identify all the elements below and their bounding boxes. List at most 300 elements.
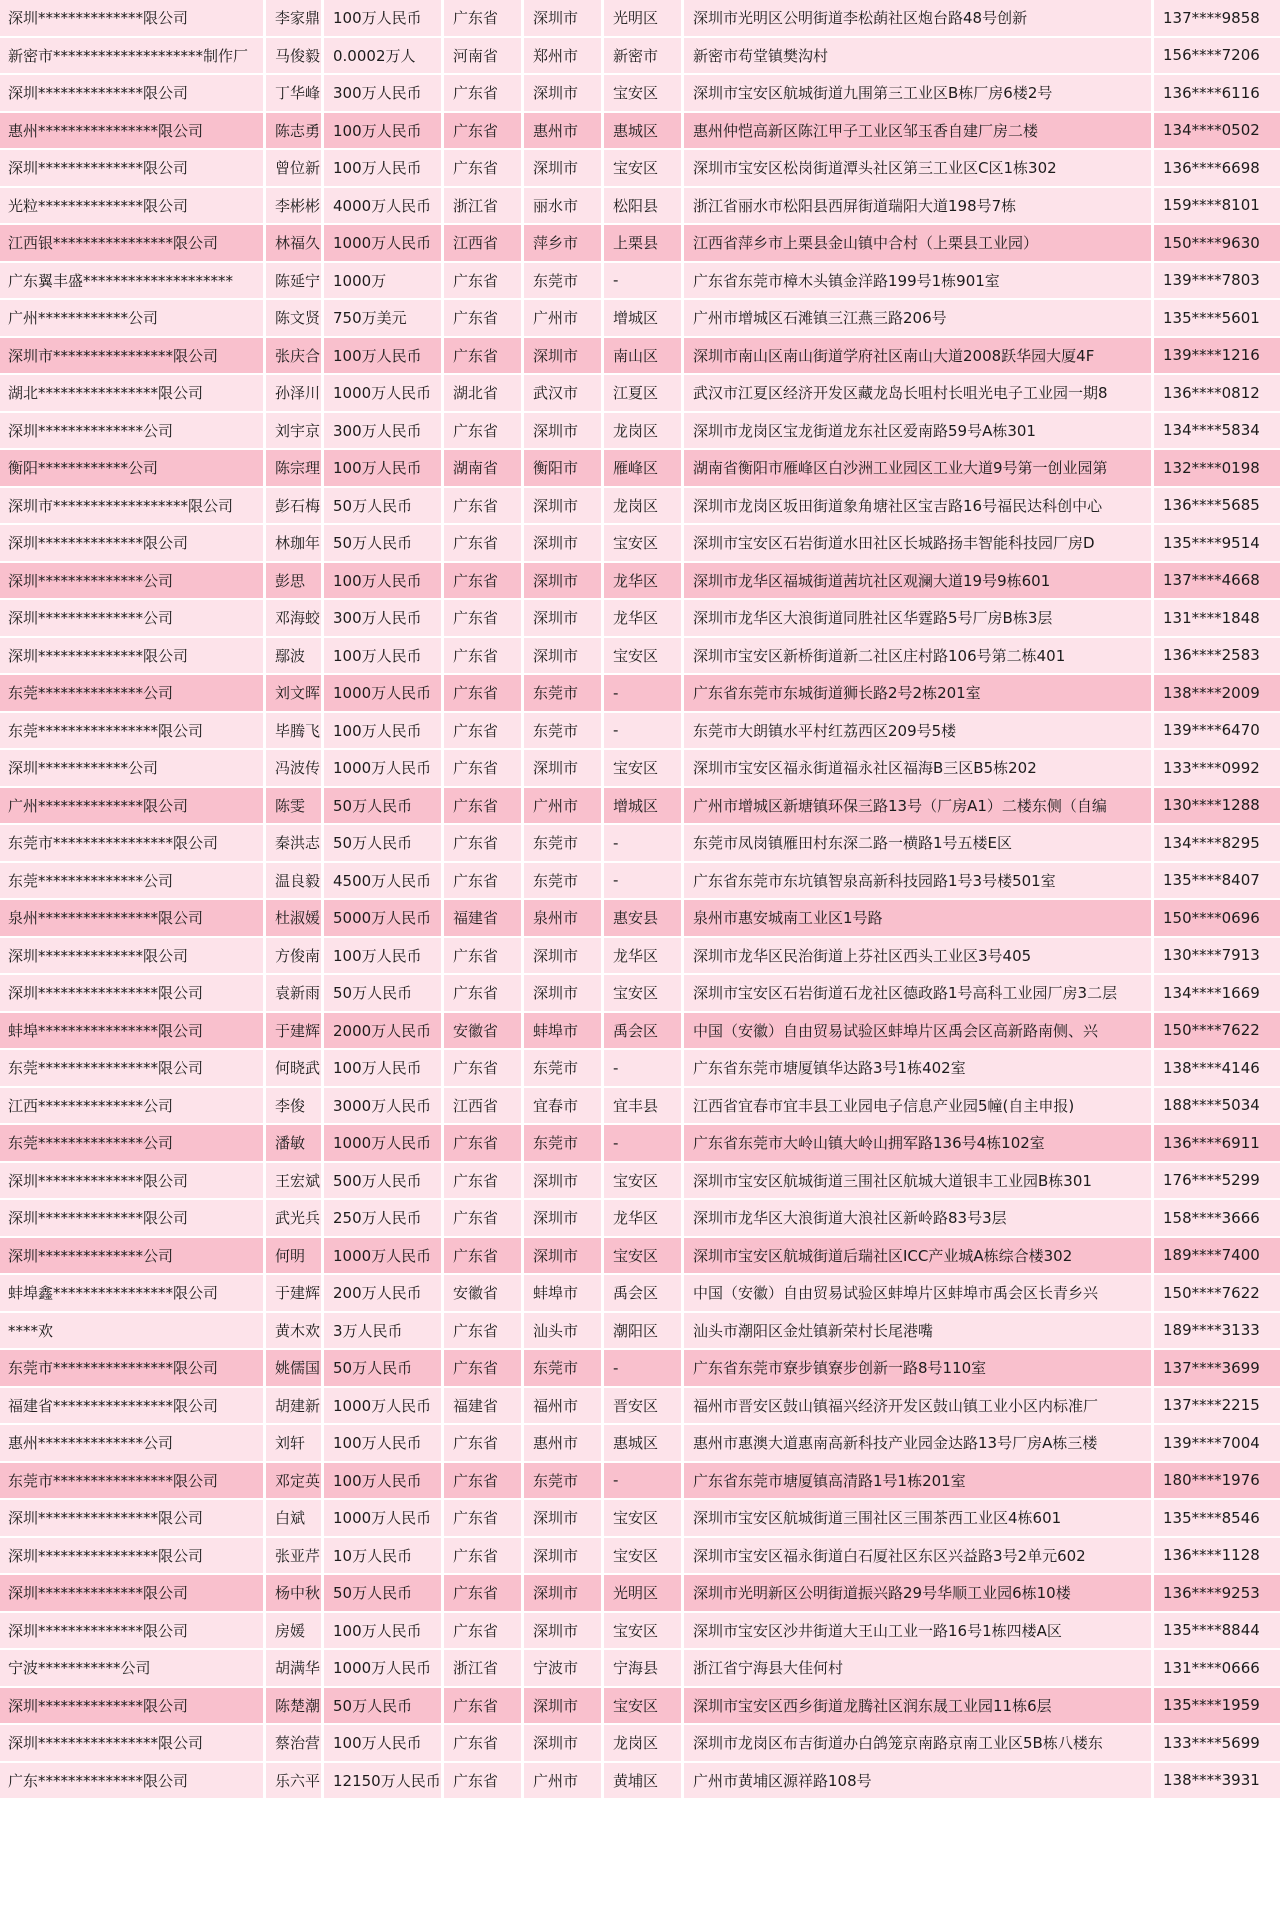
city-cell: 东莞市 <box>524 1125 604 1163</box>
province-cell: 广东省 <box>444 1313 524 1351</box>
address-cell: 广东省东莞市寮步镇寮步创新一路8号110室 <box>684 1350 1154 1388</box>
phone-cell: 159****8101 <box>1154 188 1280 226</box>
phone-cell: 134****0502 <box>1154 113 1280 151</box>
district-cell: 光明区 <box>604 1575 684 1613</box>
phone-cell: 158****3666 <box>1154 1200 1280 1238</box>
city-cell: 深圳市 <box>524 150 604 188</box>
table-row <box>0 1238 1280 1276</box>
company-name-cell: 惠州****************限公司 <box>0 113 266 151</box>
legal-representative-cell: 林珈年 <box>266 525 324 563</box>
district-cell: 龙岗区 <box>604 488 684 526</box>
district-cell: 南山区 <box>604 338 684 376</box>
address-cell: 广东省东莞市塘厦镇华达路3号1栋402室 <box>684 1050 1154 1088</box>
company-name-cell: 广东翼丰盛******************** <box>0 263 266 301</box>
company-name-cell: 深圳**************限公司 <box>0 1575 266 1613</box>
table-row <box>0 263 1280 301</box>
city-cell: 武汉市 <box>524 375 604 413</box>
address-cell: 深圳市宝安区航城街道三围社区航城大道银丰工业园B栋301 <box>684 1163 1154 1201</box>
phone-cell: 132****0198 <box>1154 450 1280 488</box>
legal-representative-cell: 房媛 <box>266 1613 324 1651</box>
legal-representative-cell: 于建辉 <box>266 1275 324 1313</box>
registered-capital-cell: 3000万人民币 <box>324 1088 444 1126</box>
legal-representative-cell: 何晓武 <box>266 1050 324 1088</box>
district-cell: 宝安区 <box>604 975 684 1013</box>
legal-representative-cell: 姚儒国 <box>266 1350 324 1388</box>
registered-capital-cell: 50万人民币 <box>324 975 444 1013</box>
province-cell: 广东省 <box>444 1163 524 1201</box>
company-name-cell: 广州************公司 <box>0 300 266 338</box>
address-cell: 深圳市宝安区福永街道福永社区福海B三区B5栋202 <box>684 750 1154 788</box>
phone-cell: 135****8844 <box>1154 1613 1280 1651</box>
city-cell: 深圳市 <box>524 1163 604 1201</box>
city-cell: 深圳市 <box>524 0 604 38</box>
table-row <box>0 563 1280 601</box>
province-cell: 广东省 <box>444 1763 524 1801</box>
registered-capital-cell: 1000万人民币 <box>324 1500 444 1538</box>
address-cell: 深圳市宝安区航城街道后瑞社区ICC产业城A栋综合楼302 <box>684 1238 1154 1276</box>
legal-representative-cell: 张庆合 <box>266 338 324 376</box>
company-name-cell: 深圳**************限公司 <box>0 75 266 113</box>
legal-representative-cell: 何明 <box>266 1238 324 1276</box>
table-row <box>0 0 1280 38</box>
city-cell: 深圳市 <box>524 638 604 676</box>
legal-representative-cell: 白斌 <box>266 1500 324 1538</box>
province-cell: 广东省 <box>444 338 524 376</box>
phone-cell: 150****0696 <box>1154 900 1280 938</box>
company-name-cell: 江西**************公司 <box>0 1088 266 1126</box>
table-row <box>0 1350 1280 1388</box>
table-row <box>0 675 1280 713</box>
district-cell: - <box>604 1050 684 1088</box>
company-name-cell: 宁波***********公司 <box>0 1650 266 1688</box>
province-cell: 广东省 <box>444 563 524 601</box>
phone-cell: 136****1128 <box>1154 1538 1280 1576</box>
registered-capital-cell: 100万人民币 <box>324 450 444 488</box>
city-cell: 深圳市 <box>524 563 604 601</box>
phone-cell: 137****4668 <box>1154 563 1280 601</box>
address-cell: 武汉市江夏区经济开发区藏龙岛长咀村长咀光电子工业园一期8 <box>684 375 1154 413</box>
address-cell: 广东省东莞市大岭山镇大岭山拥军路136号4栋102室 <box>684 1125 1154 1163</box>
phone-cell: 150****9630 <box>1154 225 1280 263</box>
registered-capital-cell: 750万美元 <box>324 300 444 338</box>
legal-representative-cell: 武光兵 <box>266 1200 324 1238</box>
address-cell: 广州市增城区新塘镇环保三路13号（厂房A1）二楼东侧（自编 <box>684 788 1154 826</box>
phone-cell: 189****3133 <box>1154 1313 1280 1351</box>
table-row <box>0 38 1280 76</box>
registered-capital-cell: 100万人民币 <box>324 713 444 751</box>
province-cell: 广东省 <box>444 750 524 788</box>
registered-capital-cell: 12150万人民币 <box>324 1763 444 1801</box>
city-cell: 蚌埠市 <box>524 1275 604 1313</box>
table-row <box>0 1050 1280 1088</box>
phone-cell: 130****1288 <box>1154 788 1280 826</box>
phone-cell: 189****7400 <box>1154 1238 1280 1276</box>
phone-cell: 139****7004 <box>1154 1425 1280 1463</box>
table-row <box>0 450 1280 488</box>
company-name-cell: 惠州**************公司 <box>0 1425 266 1463</box>
registered-capital-cell: 3万人民币 <box>324 1313 444 1351</box>
province-cell: 广东省 <box>444 1575 524 1613</box>
district-cell: 龙华区 <box>604 563 684 601</box>
registered-capital-cell: 100万人民币 <box>324 0 444 38</box>
registered-capital-cell: 50万人民币 <box>324 825 444 863</box>
registered-capital-cell: 100万人民币 <box>324 1613 444 1651</box>
address-cell: 深圳市龙华区福城街道茜坑社区观澜大道19号9栋601 <box>684 563 1154 601</box>
company-name-cell: 深圳**************限公司 <box>0 525 266 563</box>
district-cell: 雁峰区 <box>604 450 684 488</box>
registered-capital-cell: 1000万 <box>324 263 444 301</box>
company-name-cell: 深圳**************限公司 <box>0 638 266 676</box>
legal-representative-cell: 温良毅 <box>266 863 324 901</box>
legal-representative-cell: 陈志勇 <box>266 113 324 151</box>
table-row <box>0 525 1280 563</box>
province-cell: 广东省 <box>444 1500 524 1538</box>
province-cell: 广东省 <box>444 1538 524 1576</box>
address-cell: 深圳市宝安区新桥街道新二社区庄村路106号第二栋401 <box>684 638 1154 676</box>
company-name-cell: 广东**************限公司 <box>0 1763 266 1801</box>
legal-representative-cell: 毕腾飞 <box>266 713 324 751</box>
phone-cell: 136****6911 <box>1154 1125 1280 1163</box>
legal-representative-cell: 杜淑媛 <box>266 900 324 938</box>
phone-cell: 133****0992 <box>1154 750 1280 788</box>
registered-capital-cell: 4000万人民币 <box>324 188 444 226</box>
city-cell: 东莞市 <box>524 863 604 901</box>
table-row <box>0 1500 1280 1538</box>
table-row <box>0 300 1280 338</box>
phone-cell: 136****6698 <box>1154 150 1280 188</box>
city-cell: 福州市 <box>524 1388 604 1426</box>
address-cell: 深圳市龙岗区布吉街道办白鸽笼京南路京南工业区5B栋八楼东 <box>684 1725 1154 1763</box>
district-cell: 晋安区 <box>604 1388 684 1426</box>
registered-capital-cell: 1000万人民币 <box>324 675 444 713</box>
district-cell: - <box>604 675 684 713</box>
company-name-cell: 东莞市****************限公司 <box>0 1463 266 1501</box>
registered-capital-cell: 100万人民币 <box>324 1725 444 1763</box>
legal-representative-cell: 邓定英 <box>266 1463 324 1501</box>
district-cell: - <box>604 1350 684 1388</box>
phone-cell: 136****9253 <box>1154 1575 1280 1613</box>
table-row <box>0 150 1280 188</box>
table-row <box>0 1725 1280 1763</box>
company-name-cell: 福建省****************限公司 <box>0 1388 266 1426</box>
province-cell: 广东省 <box>444 300 524 338</box>
city-cell: 深圳市 <box>524 1538 604 1576</box>
registered-capital-cell: 2000万人民币 <box>324 1013 444 1051</box>
table-row <box>0 1275 1280 1313</box>
registered-capital-cell: 4500万人民币 <box>324 863 444 901</box>
table-row <box>0 1575 1280 1613</box>
address-cell: 汕头市潮阳区金灶镇新荣村长尾港嘴 <box>684 1313 1154 1351</box>
province-cell: 广东省 <box>444 1688 524 1726</box>
district-cell: - <box>604 863 684 901</box>
company-name-cell: 广州**************限公司 <box>0 788 266 826</box>
district-cell: - <box>604 713 684 751</box>
city-cell: 东莞市 <box>524 825 604 863</box>
city-cell: 东莞市 <box>524 263 604 301</box>
city-cell: 泉州市 <box>524 900 604 938</box>
table-row <box>0 1650 1280 1688</box>
registered-capital-cell: 1000万人民币 <box>324 375 444 413</box>
company-name-cell: ****欢 <box>0 1313 266 1351</box>
district-cell: 宝安区 <box>604 638 684 676</box>
address-cell: 深圳市龙华区大浪街道同胜社区华霆路5号厂房B栋3层 <box>684 600 1154 638</box>
province-cell: 广东省 <box>444 1463 524 1501</box>
province-cell: 广东省 <box>444 1725 524 1763</box>
company-name-cell: 深圳**************限公司 <box>0 150 266 188</box>
city-cell: 深圳市 <box>524 1238 604 1276</box>
city-cell: 丽水市 <box>524 188 604 226</box>
table-row <box>0 638 1280 676</box>
phone-cell: 138****2009 <box>1154 675 1280 713</box>
legal-representative-cell: 陈雯 <box>266 788 324 826</box>
address-cell: 深圳市宝安区石岩街道石龙社区德政路1号高科工业园厂房3二层 <box>684 975 1154 1013</box>
province-cell: 广东省 <box>444 525 524 563</box>
province-cell: 广东省 <box>444 75 524 113</box>
registered-capital-cell: 50万人民币 <box>324 488 444 526</box>
legal-representative-cell: 冯波传 <box>266 750 324 788</box>
table-row <box>0 1425 1280 1463</box>
province-cell: 广东省 <box>444 938 524 976</box>
province-cell: 广东省 <box>444 1125 524 1163</box>
company-name-cell: 深圳**************限公司 <box>0 1688 266 1726</box>
address-cell: 广东省东莞市塘厦镇高清路1号1栋201室 <box>684 1463 1154 1501</box>
legal-representative-cell: 胡满华 <box>266 1650 324 1688</box>
phone-cell: 150****7622 <box>1154 1275 1280 1313</box>
province-cell: 广东省 <box>444 825 524 863</box>
company-name-cell: 衡阳************公司 <box>0 450 266 488</box>
table-row <box>0 413 1280 451</box>
province-cell: 浙江省 <box>444 188 524 226</box>
province-cell: 广东省 <box>444 263 524 301</box>
city-cell: 汕头市 <box>524 1313 604 1351</box>
registered-capital-cell: 200万人民币 <box>324 1275 444 1313</box>
legal-representative-cell: 袁新雨 <box>266 975 324 1013</box>
city-cell: 惠州市 <box>524 113 604 151</box>
company-name-cell: 深圳市******************限公司 <box>0 488 266 526</box>
city-cell: 宜春市 <box>524 1088 604 1126</box>
district-cell: 宝安区 <box>604 1613 684 1651</box>
company-name-cell: 深圳**************公司 <box>0 563 266 601</box>
company-name-cell: 东莞市****************限公司 <box>0 1350 266 1388</box>
address-cell: 深圳市宝安区航城街道三围社区三围茶西工业区4栋601 <box>684 1500 1154 1538</box>
address-cell: 惠州市惠澳大道惠南高新科技产业园金达路13号厂房A栋三楼 <box>684 1425 1154 1463</box>
phone-cell: 150****7622 <box>1154 1013 1280 1051</box>
table-row <box>0 375 1280 413</box>
district-cell: 宝安区 <box>604 1238 684 1276</box>
table-row <box>0 1200 1280 1238</box>
address-cell: 深圳市光明区公明街道李松蓢社区炮台路48号创新 <box>684 0 1154 38</box>
company-name-cell: 湖北****************限公司 <box>0 375 266 413</box>
province-cell: 广东省 <box>444 788 524 826</box>
district-cell: 黄埔区 <box>604 1763 684 1801</box>
legal-representative-cell: 李俊 <box>266 1088 324 1126</box>
district-cell: 龙华区 <box>604 938 684 976</box>
table-row <box>0 1763 1280 1801</box>
table-row <box>0 975 1280 1013</box>
address-cell: 深圳市宝安区航城街道九围第三工业区B栋厂房6楼2号 <box>684 75 1154 113</box>
phone-cell: 138****4146 <box>1154 1050 1280 1088</box>
city-cell: 深圳市 <box>524 488 604 526</box>
company-name-cell: 泉州****************限公司 <box>0 900 266 938</box>
company-name-cell: 深圳****************限公司 <box>0 1725 266 1763</box>
district-cell: 宁海县 <box>604 1650 684 1688</box>
province-cell: 广东省 <box>444 1350 524 1388</box>
table-row <box>0 788 1280 826</box>
company-name-cell: 江西银****************限公司 <box>0 225 266 263</box>
province-cell: 广东省 <box>444 1238 524 1276</box>
city-cell: 深圳市 <box>524 600 604 638</box>
phone-cell: 135****1959 <box>1154 1688 1280 1726</box>
address-cell: 惠州仲恺高新区陈江甲子工业区邹玉香自建厂房二楼 <box>684 113 1154 151</box>
phone-cell: 134****1669 <box>1154 975 1280 1013</box>
address-cell: 深圳市宝安区沙井街道大王山工业一路16号1栋四楼A区 <box>684 1613 1154 1651</box>
phone-cell: 130****7913 <box>1154 938 1280 976</box>
registered-capital-cell: 1000万人民币 <box>324 1650 444 1688</box>
address-cell: 泉州市惠安城南工业区1号路 <box>684 900 1154 938</box>
table-row <box>0 600 1280 638</box>
table-row <box>0 1613 1280 1651</box>
address-cell: 深圳市宝安区松岗街道潭头社区第三工业区C区1栋302 <box>684 150 1154 188</box>
legal-representative-cell: 孙泽川 <box>266 375 324 413</box>
table-row <box>0 750 1280 788</box>
district-cell: 宝安区 <box>604 1688 684 1726</box>
company-name-cell: 深圳**************限公司 <box>0 0 266 38</box>
table-row <box>0 1013 1280 1051</box>
address-cell: 福州市晋安区鼓山镇福兴经济开发区鼓山镇工业小区内标准厂 <box>684 1388 1154 1426</box>
phone-cell: 180****1976 <box>1154 1463 1280 1501</box>
table-row <box>0 938 1280 976</box>
table-row <box>0 1313 1280 1351</box>
address-cell: 广东省东莞市樟木头镇金洋路199号1栋901室 <box>684 263 1154 301</box>
city-cell: 东莞市 <box>524 675 604 713</box>
table-row <box>0 713 1280 751</box>
province-cell: 广东省 <box>444 413 524 451</box>
phone-cell: 138****3931 <box>1154 1763 1280 1801</box>
company-name-cell: 深圳**************限公司 <box>0 1200 266 1238</box>
registered-capital-cell: 250万人民币 <box>324 1200 444 1238</box>
district-cell: 光明区 <box>604 0 684 38</box>
district-cell: 龙华区 <box>604 600 684 638</box>
legal-representative-cell: 刘轩 <box>266 1425 324 1463</box>
province-cell: 广东省 <box>444 638 524 676</box>
registered-capital-cell: 1000万人民币 <box>324 1388 444 1426</box>
company-name-cell: 东莞**************公司 <box>0 675 266 713</box>
table-row <box>0 1088 1280 1126</box>
province-cell: 广东省 <box>444 863 524 901</box>
registered-capital-cell: 50万人民币 <box>324 788 444 826</box>
company-name-cell: 蚌埠鑫****************限公司 <box>0 1275 266 1313</box>
city-cell: 东莞市 <box>524 1050 604 1088</box>
province-cell: 广东省 <box>444 1613 524 1651</box>
district-cell: 禹会区 <box>604 1275 684 1313</box>
address-cell: 湖南省衡阳市雁峰区白沙洲工业园区工业大道9号第一创业园第 <box>684 450 1154 488</box>
registered-capital-cell: 5000万人民币 <box>324 900 444 938</box>
registered-capital-cell: 100万人民币 <box>324 150 444 188</box>
province-cell: 广东省 <box>444 975 524 1013</box>
company-name-cell: 深圳****************限公司 <box>0 975 266 1013</box>
district-cell: 宝安区 <box>604 1500 684 1538</box>
city-cell: 深圳市 <box>524 338 604 376</box>
phone-cell: 135****8546 <box>1154 1500 1280 1538</box>
district-cell: 增城区 <box>604 300 684 338</box>
phone-cell: 134****8295 <box>1154 825 1280 863</box>
city-cell: 深圳市 <box>524 1500 604 1538</box>
phone-cell: 134****5834 <box>1154 413 1280 451</box>
legal-representative-cell: 王宏斌 <box>266 1163 324 1201</box>
address-cell: 深圳市宝安区福永街道白石厦社区东区兴益路3号2单元602 <box>684 1538 1154 1576</box>
phone-cell: 137****3699 <box>1154 1350 1280 1388</box>
company-name-cell: 深圳市****************限公司 <box>0 338 266 376</box>
company-name-cell: 深圳****************限公司 <box>0 1538 266 1576</box>
district-cell: 龙岗区 <box>604 1725 684 1763</box>
company-name-cell: 东莞**************公司 <box>0 863 266 901</box>
legal-representative-cell: 鄢波 <box>266 638 324 676</box>
phone-cell: 139****1216 <box>1154 338 1280 376</box>
city-cell: 深圳市 <box>524 1200 604 1238</box>
province-cell: 湖北省 <box>444 375 524 413</box>
phone-cell: 135****9514 <box>1154 525 1280 563</box>
table-row <box>0 900 1280 938</box>
registered-capital-cell: 100万人民币 <box>324 1050 444 1088</box>
company-name-cell: 深圳**************公司 <box>0 413 266 451</box>
address-cell: 中国（安徽）自由贸易试验区蚌埠片区禹会区高新路南侧、兴 <box>684 1013 1154 1051</box>
district-cell: - <box>604 1463 684 1501</box>
phone-cell: 135****8407 <box>1154 863 1280 901</box>
company-name-cell: 光粒**************限公司 <box>0 188 266 226</box>
table-row <box>0 225 1280 263</box>
address-cell: 深圳市龙华区大浪街道大浪社区新岭路83号3层 <box>684 1200 1154 1238</box>
address-cell: 深圳市宝安区石岩街道水田社区长城路扬丰智能科技园厂房D <box>684 525 1154 563</box>
province-cell: 广东省 <box>444 1050 524 1088</box>
district-cell: 松阳县 <box>604 188 684 226</box>
address-cell: 广东省东莞市东城街道狮长路2号2栋201室 <box>684 675 1154 713</box>
district-cell: 宝安区 <box>604 1163 684 1201</box>
legal-representative-cell: 陈延宁 <box>266 263 324 301</box>
company-name-cell: 蚌埠****************限公司 <box>0 1013 266 1051</box>
phone-cell: 131****1848 <box>1154 600 1280 638</box>
legal-representative-cell: 蔡治营 <box>266 1725 324 1763</box>
city-cell: 深圳市 <box>524 975 604 1013</box>
legal-representative-cell: 丁华峰 <box>266 75 324 113</box>
phone-cell: 136****5685 <box>1154 488 1280 526</box>
registered-capital-cell: 0.0002万人 <box>324 38 444 76</box>
district-cell: - <box>604 1125 684 1163</box>
registered-capital-cell: 300万人民币 <box>324 600 444 638</box>
registered-capital-cell: 100万人民币 <box>324 938 444 976</box>
registered-capital-cell: 100万人民币 <box>324 638 444 676</box>
company-name-cell: 新密市********************制作厂 <box>0 38 266 76</box>
registered-capital-cell: 100万人民币 <box>324 1425 444 1463</box>
address-cell: 浙江省宁海县大佳何村 <box>684 1650 1154 1688</box>
registered-capital-cell: 100万人民币 <box>324 1463 444 1501</box>
province-cell: 河南省 <box>444 38 524 76</box>
address-cell: 广州市增城区石滩镇三江燕三路206号 <box>684 300 1154 338</box>
phone-cell: 156****7206 <box>1154 38 1280 76</box>
district-cell: - <box>604 263 684 301</box>
legal-representative-cell: 陈文贤 <box>266 300 324 338</box>
legal-representative-cell: 李彬彬 <box>266 188 324 226</box>
city-cell: 惠州市 <box>524 1425 604 1463</box>
company-name-cell: 深圳****************限公司 <box>0 1500 266 1538</box>
table-row <box>0 1463 1280 1501</box>
province-cell: 广东省 <box>444 1425 524 1463</box>
table-row <box>0 75 1280 113</box>
company-name-cell: 深圳**************限公司 <box>0 1163 266 1201</box>
district-cell: 宝安区 <box>604 150 684 188</box>
city-cell: 广州市 <box>524 788 604 826</box>
registered-capital-cell: 1000万人民币 <box>324 1125 444 1163</box>
address-cell: 江西省宜春市宜丰县工业园电子信息产业园5幢(自主申报) <box>684 1088 1154 1126</box>
